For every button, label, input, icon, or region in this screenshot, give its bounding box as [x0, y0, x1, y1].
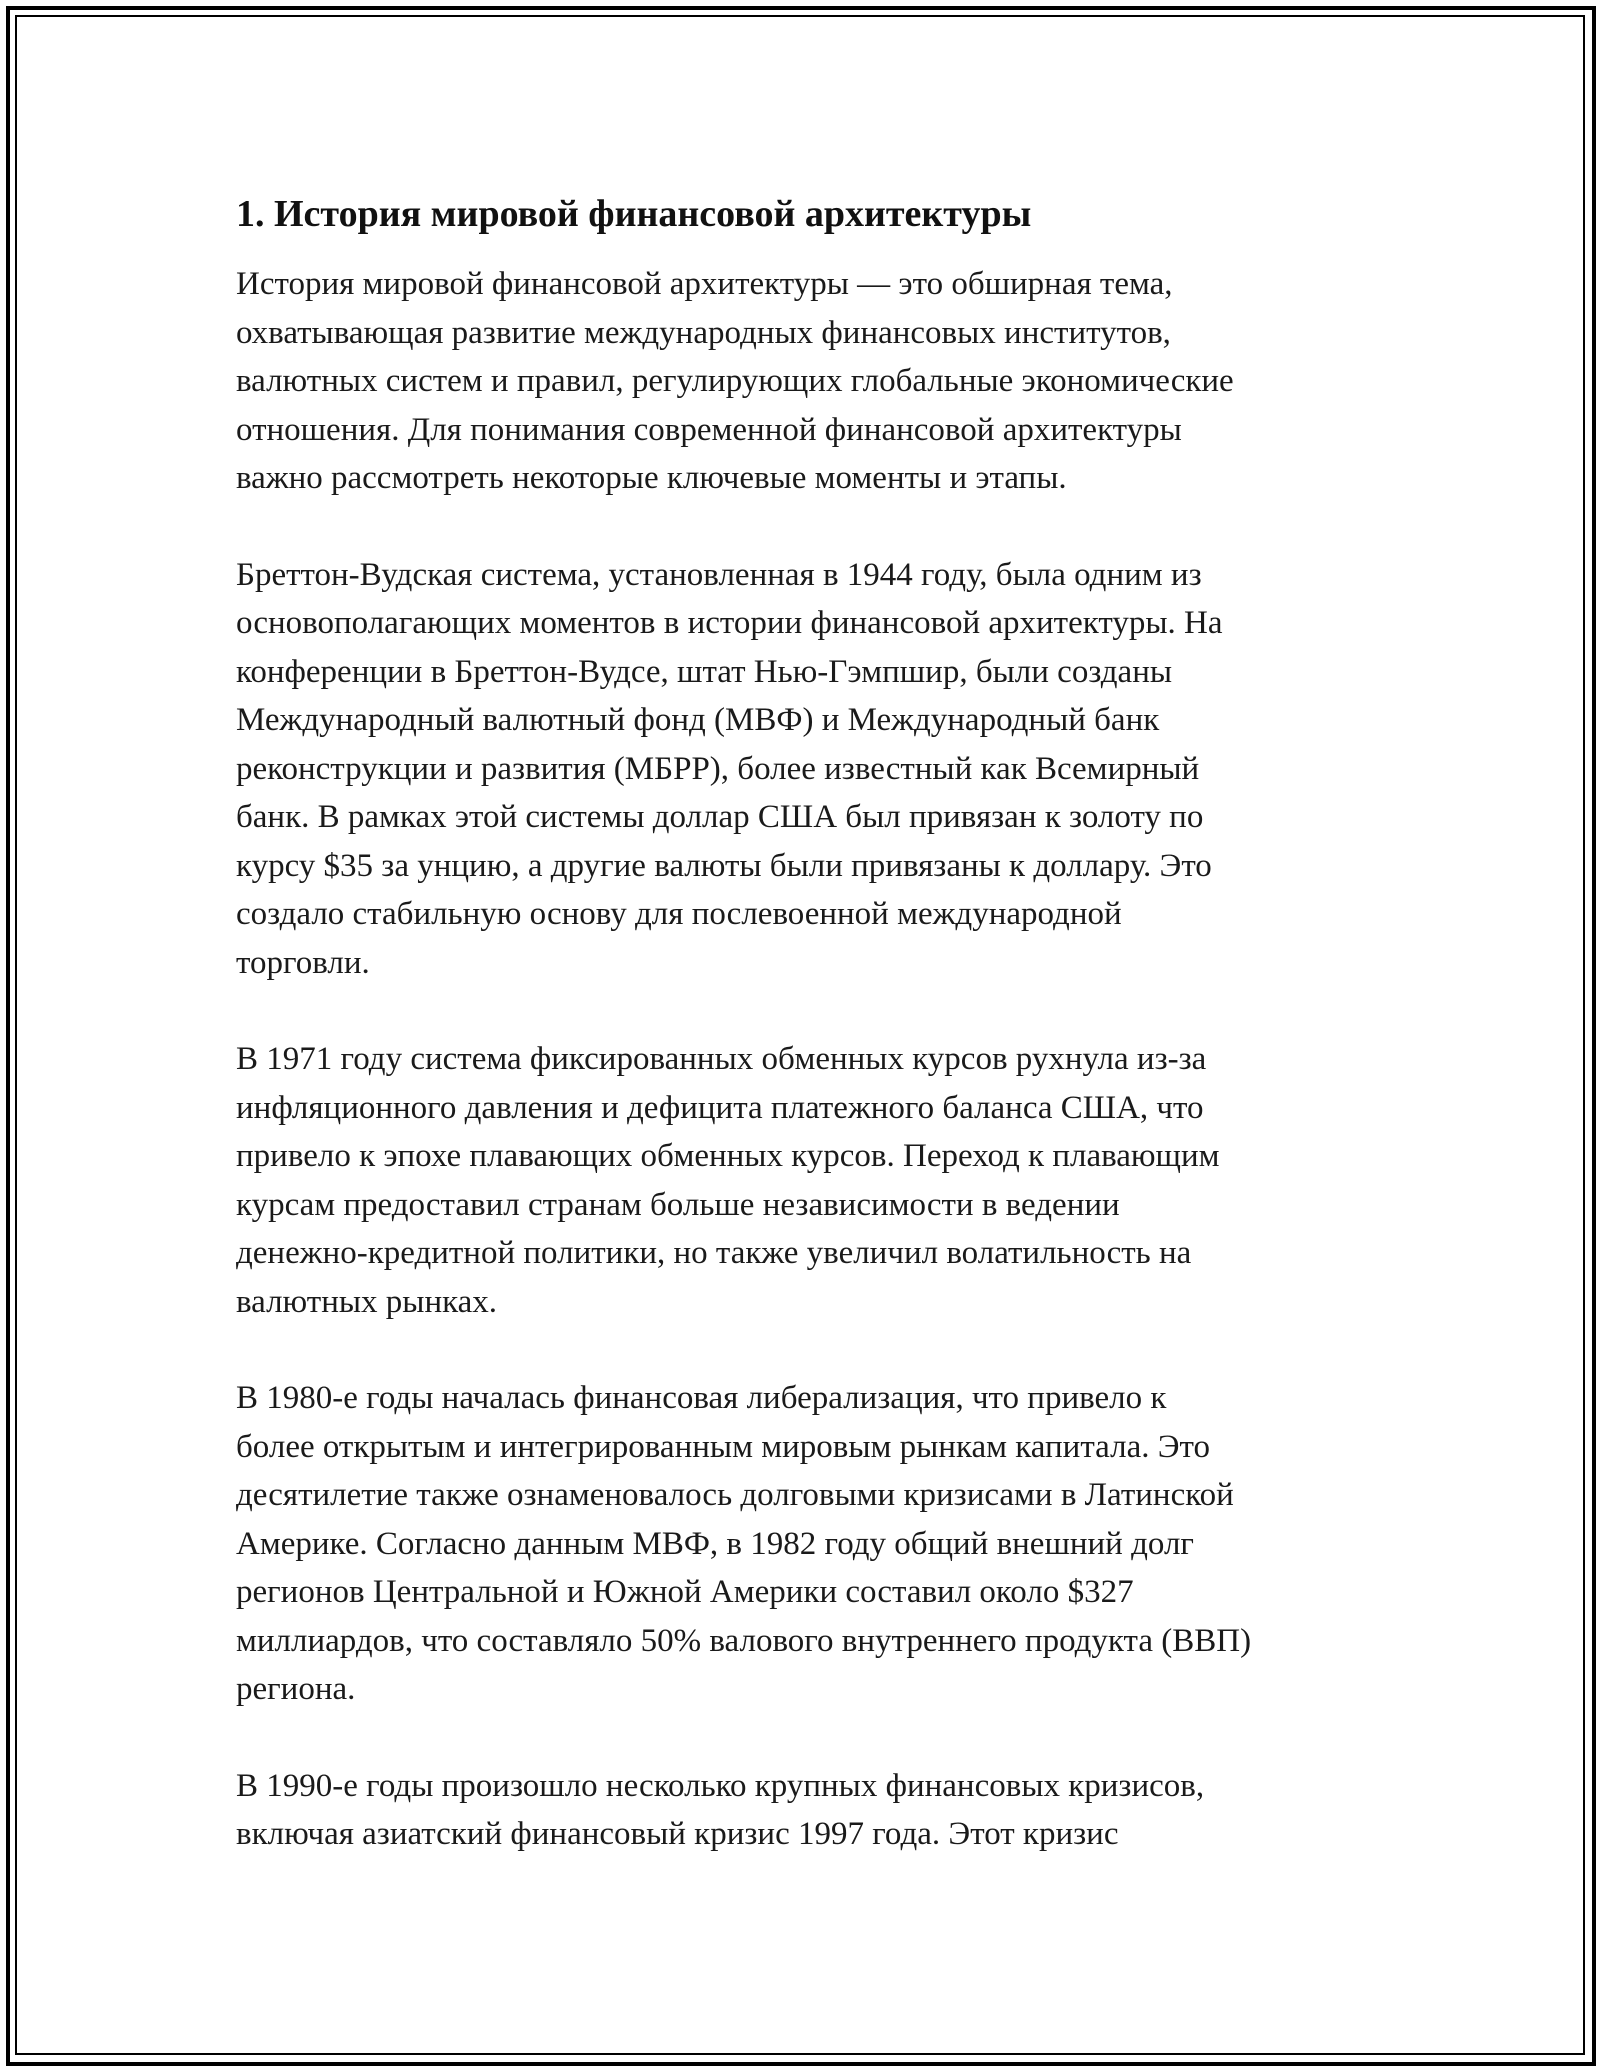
- text-line: банк. В рамках этой системы доллар США был привязан к золоту по: [236, 799, 1204, 835]
- text-line: валютных систем и правил, регулирующих глобальные экономические: [236, 363, 1234, 399]
- text-line: более открытым и интегрированным мировым рынкам капитала. Это: [236, 1428, 1210, 1465]
- text-line: десятилетие также ознаменовалось долговыми кризисами в Латинской: [236, 1477, 1234, 1513]
- paragraph-intro: [236, 260, 1386, 503]
- text-line: денежно-кредитной политики, но также увеличил волатильность на: [236, 1235, 1192, 1271]
- text-line: региона.: [236, 1671, 356, 1707]
- text-line: отношения. Для понимания современной финансовой архитектуры: [236, 411, 1182, 448]
- text-line: основополагающих моментов в истории финансовой архитектуры. На: [236, 605, 1223, 641]
- text-line: курсу $35 за унцию, а другие валюты были привязаны к доллару. Это: [236, 847, 1212, 884]
- text-line: включая азиатский финансовый кризис 1997 года. Этот кризис: [236, 1816, 1119, 1852]
- paragraph-1980s: [236, 1374, 1386, 1714]
- text-line: конференции в Бреттон-Вудсе, штат Нью-Гэмпшир, были созданы: [236, 653, 1173, 690]
- text-line: важно рассмотреть некоторые ключевые моменты и этапы.: [236, 460, 1067, 496]
- text-line: Международный валютный фонд (МВФ) и Международный банк: [236, 702, 1160, 738]
- text-line: регионов Центральной и Южной Америки составил около $327: [236, 1574, 1134, 1610]
- text-line: валютных рынках.: [236, 1283, 498, 1320]
- text-line: История мировой финансовой архитектуры — это обширная тема,: [236, 266, 1173, 302]
- text-line: привело к эпохе плавающих обменных курсов. Переход к плавающим: [236, 1138, 1220, 1174]
- text-line: торговли.: [236, 944, 370, 981]
- text-line: Америке. Согласно данным МВФ, в 1982 году общий внешний долг: [236, 1525, 1194, 1562]
- paragraph-bretton-woods: [236, 551, 1386, 988]
- text-line: миллиардов, что составляло 50% валового внутреннего продукта (ВВП): [236, 1622, 1252, 1659]
- text-line: курсам предоставил странам больше независимости в ведении: [236, 1186, 1120, 1223]
- text-line: В 1990-е годы произошло несколько крупных финансовых кризисов,: [236, 1767, 1205, 1804]
- text-line: реконструкции и развития (МБРР), более известный как Всемирный: [236, 750, 1200, 787]
- text-line: создало стабильную основу для послевоенной международной: [236, 896, 1122, 932]
- paragraph-1971: [236, 1035, 1386, 1326]
- text-line: Бреттон-Вудская система, установленная в 1944 году, была одним из: [236, 556, 1202, 593]
- text-line: охватывающая развитие международных финансовых институтов,: [236, 314, 1171, 351]
- text-line: В 1971 году система фиксированных обменных курсов рухнула из-за: [236, 1041, 1207, 1077]
- text-line: инфляционного давления и дефицита платежного баланса США, что: [236, 1089, 1204, 1126]
- document-body: [236, 188, 1386, 1907]
- text-line: В 1980-е годы началась финансовая либерализация, что привело к: [236, 1380, 1167, 1416]
- section-heading: 1. История мировой финансовой архитектуры: [236, 193, 1032, 235]
- paragraph-1990s: [236, 1762, 1386, 1859]
